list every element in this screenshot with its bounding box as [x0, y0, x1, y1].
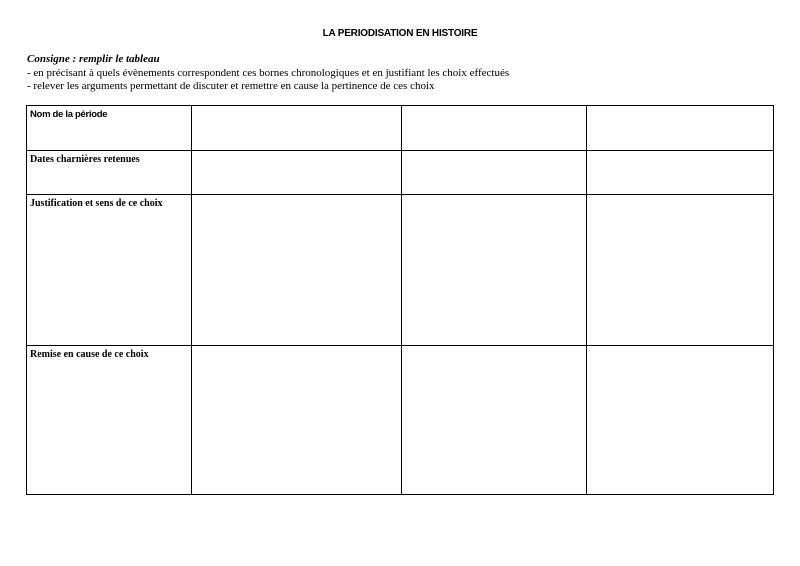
page-title: LA PERIODISATION EN HISTOIRE: [322, 28, 478, 39]
table-row: [27, 195, 774, 346]
table-row: [27, 151, 774, 195]
instruction-line: - relever les arguments permettant de discuter et remettre en cause la pertinence de ces choix: [27, 80, 435, 92]
table-cell[interactable]: [192, 106, 402, 151]
table-row: [27, 346, 774, 495]
row-label-nom-periode: Nom de la période: [27, 106, 192, 151]
table-cell[interactable]: [587, 106, 774, 151]
table-cell[interactable]: [587, 195, 774, 346]
row-label-dates-charnieres: Dates charnières retenues: [27, 151, 192, 195]
table-cell[interactable]: [587, 151, 774, 195]
instructions-block: [27, 53, 509, 94]
table-row: [27, 106, 774, 151]
table-cell[interactable]: [402, 106, 587, 151]
table-cell[interactable]: [192, 346, 402, 495]
table-cell[interactable]: [587, 346, 774, 495]
row-label-justification: Justification et sens de ce choix: [27, 195, 192, 346]
table-cell[interactable]: [192, 151, 402, 195]
periodisation-table: [26, 105, 774, 495]
table-cell[interactable]: [402, 151, 587, 195]
table-cell[interactable]: [402, 195, 587, 346]
table-cell[interactable]: [402, 346, 587, 495]
instruction-line: - en précisant à quels évènements correspondent ces bornes chronologiques et en justifiant les choix effectués: [27, 66, 510, 79]
table-cell[interactable]: [192, 195, 402, 346]
consigne-heading: Consigne : remplir le tableau: [27, 53, 160, 65]
row-label-remise-en-cause: Remise en cause de ce choix: [27, 346, 192, 495]
